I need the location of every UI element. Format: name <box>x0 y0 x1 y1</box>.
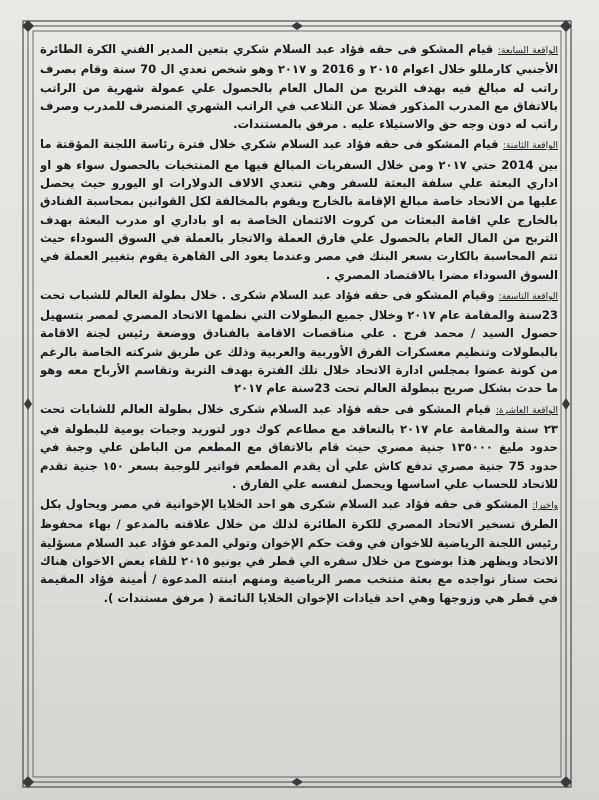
paragraph-seventh-incident <box>40 40 558 133</box>
paragraph-tenth-incident <box>40 400 558 493</box>
paragraph-text: قيام المشكو فى حقه فؤاد عبد السلام شكرى خلال بطولة العالم للشابات تحت ٢٣ سنة والمقامة عام ٢٠١٧ بالتعاقد مع مطاعم كوك دور لتوريد وجبات يومية للبطولة في حدود مليغ ١٣٥٠٠٠ جنية مصري حيث قام بالاتفاق مع المطعم من الباطن علي وجبة في حدود 75 جنية مصري تدفع كاش علي أن يقدم المطعم فواتير للوجبة بسعر ١٥٠ جنية تقدم للاتحاد للحساب علي اساسها ويحصل لنفسه علي الفارق . <box>40 401 558 491</box>
document-body <box>40 40 558 774</box>
paragraph-text: وقيام المشكو فى حقه فؤاد عبد السلام شكرى . خلال بطولة العالم للشباب تحت 23سنة والمقامة عام ٢٠١٧ وخلال جميع البطولات التي نظمها الاتحاد المصري لمصر بتسهيل حصول السيد / محمد فرج . علي مناقصات الاقامة بالفنادق ووضعة رئيس لجنة الاقامة بالبطولات وتنظيم معسكرات الفرق الأوربية والعربية وذلك عن طريق شركته الخاصة بالرغم من كونة عضوا بمجلس ادارة الاتحاد خلال تلك الفترة بهدف التربة وتقاسم الأرباح معه وهو ما حدث بشكل صريح ببطولة العالم تحت 23سنة عام ٢٠١٧ <box>40 287 558 396</box>
paragraph-ninth-incident <box>40 286 558 398</box>
paragraph-text: قيام المشكو فى حقه فؤاد عبد السلام شكري خلال فترة رئاسة اللجنة المؤقتة ما بين 2014 حتي ٢٠١٧ ومن خلال السفريات المبالغ فيها مع المنتخبات بالحصول سواء هو او اداري البعثة علي سلفة البعثة للسفر وهي تتعدي الالاف الدولارات او اليورو حيث يحصل عليها من الاتحاد خاصة مبالغ الإقامة بالخارج ويقوم بالمخالفة لكل القوانين بمحاسبة الفنادق بالخارج علي اقامة البعثات من كروت الائتمان الخاصة به او باداري او مدرب البعثة بهدف التربح من المال العام بالحصول علي فارق العملة والاتجار بالعملة في السوق السوداء حيث تتم المحاسبة بالكارت بسعر البنك في مصر وعندما يعود الى القاهرة يقوم بتغيير العملة في السوق السوداء مضرا بالاقتصاد المصري . <box>40 137 558 282</box>
paragraph-text: قيام المشكو فى حقه فؤاد عبد السلام شكري بتعين المدير الفني الكرة الطائرة الأجنبي كارمللو خلال اعوام ٢٠١٥ و 2016 و ٢٠١٧ وهو شخص تعدي ال 70 سنة وقام بصرف راتب له مبالغ فيه بهدف التربح من المال العام بالحصول علي عمولة شهرية من الراتب بالاتفاق مع المدرب المذكور فضلا عن التلاعب في الراتب الشهري المنصرف للمدرب وصرف راتب له دون وجه حق والاستيلاء عليه . مرفق بالمستندات. <box>40 42 558 132</box>
incident-label: الواقعة الثامنة: <box>502 141 558 152</box>
incident-label: الواقعة السابعة: <box>497 46 558 56</box>
paragraph-finally <box>40 495 558 607</box>
paragraph-eighth-incident <box>40 135 558 283</box>
incident-label: الواقعة العاشرة: <box>495 405 558 416</box>
incident-label: واخيرا: <box>532 501 558 512</box>
incident-label: الواقعة التاسعة: <box>498 291 558 302</box>
paragraph-text: المشكو فى حقه فؤاد عبد السلام شكرى هو احد الخلايا الإخوانية في مصر ويحاول بكل الطرق تسخير الاتحاد المصري للكرة الطائرة لذلك من خلال علاقته بالمدعو / بهاء محفوظ رئيس اللجنة الرياضية للاخوان في وقت حكم الإخوان وتولي المدعو فؤاد عبد السلام مسؤلية الاتحاد ويظهر هذا بوضوح من خلال سفره الي قطر في يونيو ٢٠١٥ للقاء بعض الاخوان هناك تحت ستار تواجده مع بعثة منتخب مصر الرياضية ومنهم ابنته المدعوة / أمينة فؤاد المقيمة في قطر هي وزوجها وهي احد قيادات الإخوان الخلايا النائمة ( مرفق مستندات ). <box>40 497 558 605</box>
